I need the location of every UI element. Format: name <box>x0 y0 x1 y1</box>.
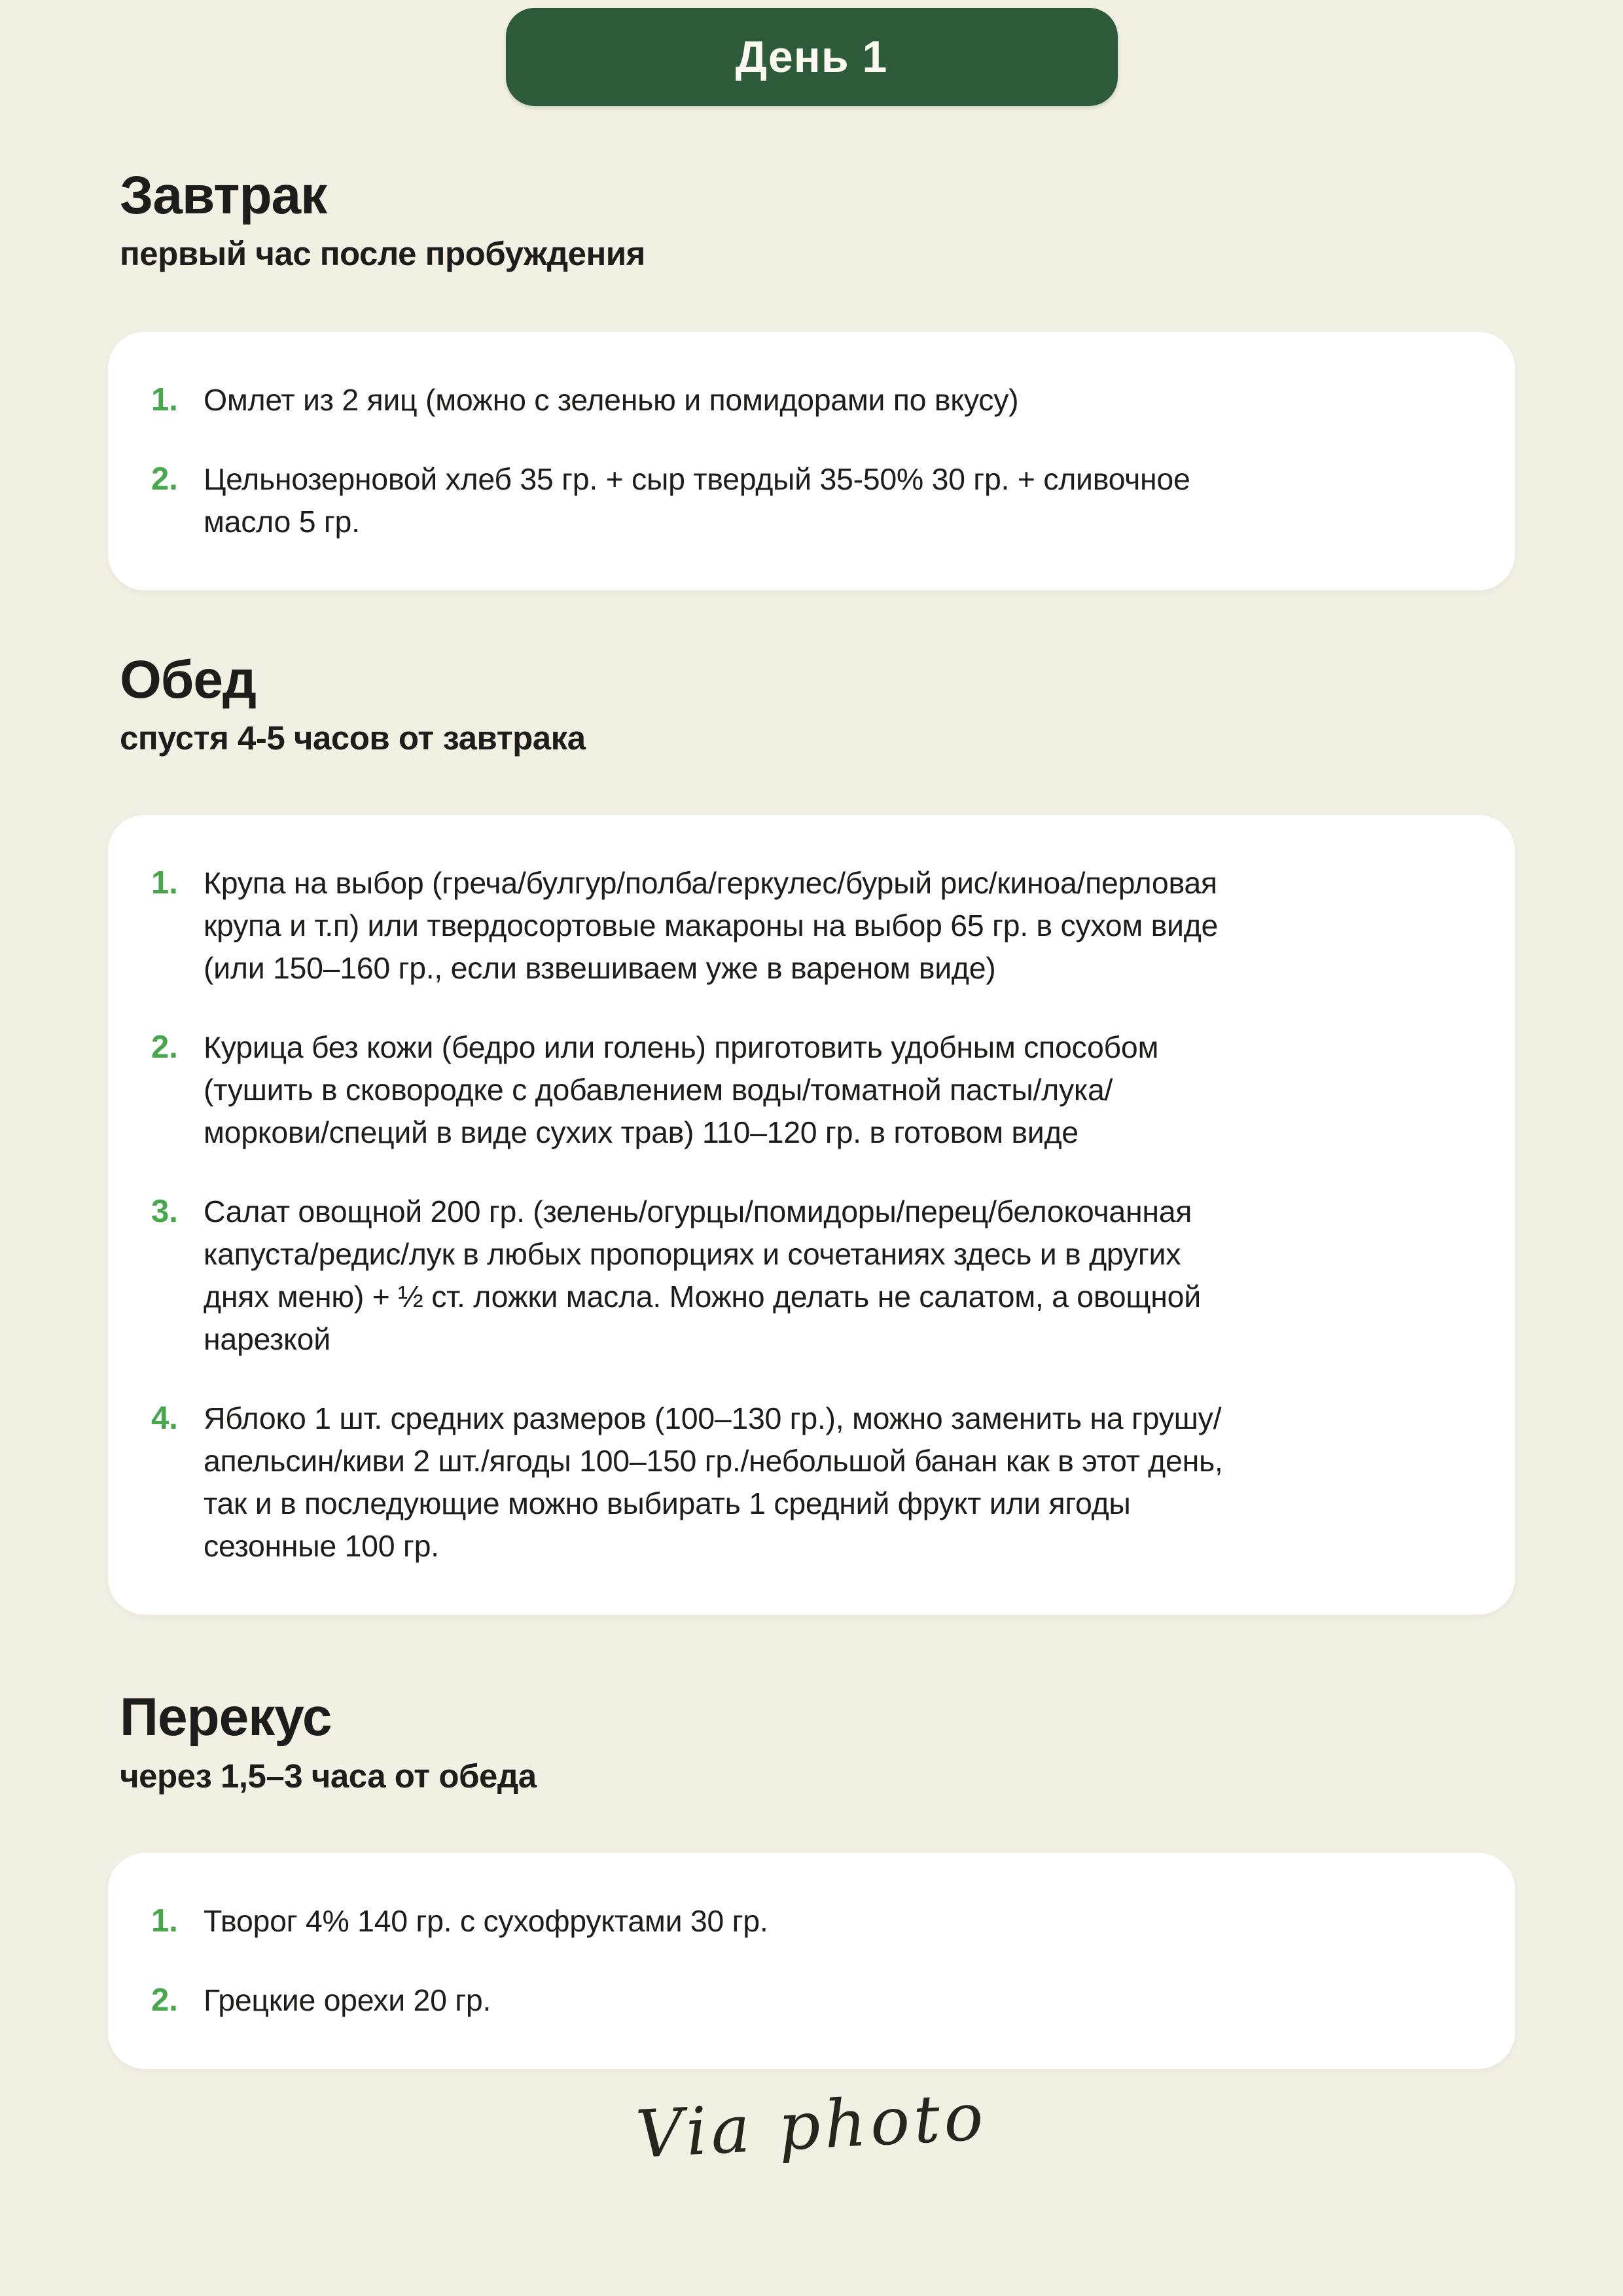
item-number: 1. <box>151 865 178 901</box>
item-text: Омлет из 2 яиц (можно с зеленью и помидорами по вкусу) <box>204 383 1019 418</box>
item-number: 3. <box>151 1194 178 1230</box>
item-number: 4. <box>151 1401 178 1437</box>
meal-card-lunch <box>108 815 1515 1615</box>
item-number: 2. <box>151 461 178 497</box>
section-head-lunch <box>120 651 1515 757</box>
meal-item <box>151 1191 1469 1361</box>
section-subtitle-breakfast: первый час после пробуждения <box>120 235 645 273</box>
meal-card-snack <box>108 1853 1515 2069</box>
section-lunch <box>0 651 1623 1615</box>
item-text: Курица без кожи (бедро или голень) приготовить удобным способом (тушить в сковородке с добавлением воды/томатной пасты/лука/моркови/специй в виде сухих трав) 110–120 гр. в готовом виде <box>204 1030 1159 1150</box>
item-text: Салат овощной 200 гр. (зелень/огурцы/помидоры/перец/белокочанная капуста/редис/лук в любых пропорциях и сочетаниях здесь и в других днях меню) + ½ ст. ложки масла. Можно делать не салатом, а овощной нарезкой <box>204 1194 1201 1357</box>
section-subtitle-lunch: спустя 4-5 часов от завтрака <box>120 719 586 757</box>
meal-item <box>151 1026 1469 1154</box>
item-text: Грецкие орехи 20 гр. <box>204 1982 491 2017</box>
day-badge-label: День 1 <box>735 32 888 82</box>
item-number: 1. <box>151 1903 178 1939</box>
item-number: 1. <box>151 382 178 418</box>
section-title-snack: Перекус <box>120 1687 332 1748</box>
item-number: 2. <box>151 1982 178 2018</box>
watermark-signature: Via photo <box>633 2077 990 2173</box>
item-text: Цельнозерновой хлеб 35 гр. + сыр твердый 35-50% 30 гр. + сливочное масло 5 гр. <box>204 462 1190 539</box>
item-text: Творог 4% 140 гр. с сухофруктами 30 гр. <box>204 1903 768 1938</box>
section-head-breakfast <box>120 166 1515 273</box>
section-snack <box>0 1688 1623 2068</box>
section-head-snack <box>120 1688 1515 1795</box>
meal-item <box>151 1900 1469 1943</box>
meal-item <box>151 1979 1469 2022</box>
section-breakfast <box>0 166 1623 590</box>
meal-item <box>151 1397 1469 1568</box>
day-badge <box>506 8 1118 106</box>
meal-card-breakfast <box>108 332 1515 590</box>
meal-item <box>151 458 1469 543</box>
meal-item <box>151 379 1469 422</box>
item-text: Яблоко 1 шт. средних размеров (100–130 гр.), можно заменить на грушу/апельсин/киви 2 шт./ягоды 100–150 гр./небольшой банан как в этот день, так и в последующие можно выбирать 1 средний фрукт или ягоды сезонные 100 гр. <box>204 1401 1223 1564</box>
item-text: Крупа на выбор (греча/булгур/полба/геркулес/бурый рис/киноа/перловая крупа и т.п) или твердосортовые макароны на выбор 65 гр. в сухом виде (или 150–160 гр., если взвешиваем уже в вареном виде) <box>204 866 1219 986</box>
item-number: 2. <box>151 1030 178 1066</box>
section-title-breakfast: Завтрак <box>120 166 327 225</box>
section-title-lunch: Обед <box>120 650 257 710</box>
meal-item <box>151 862 1469 990</box>
section-subtitle-snack: через 1,5–3 часа от обеда <box>120 1757 537 1795</box>
